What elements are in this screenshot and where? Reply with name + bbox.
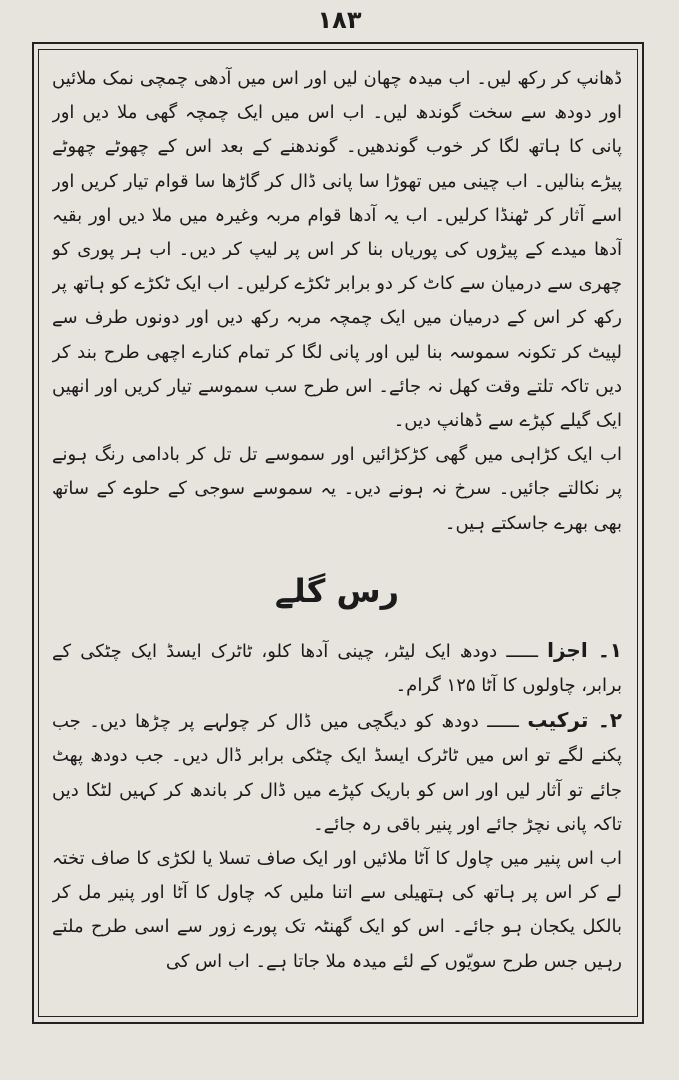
recipe-paragraph: ڈھانپ کر رکھ لیں۔ اب میدہ چھان لیں اور اس میں آدھی چمچی نمک ملائیں اور دودھ سے سخت گوندھ لیں۔ اب اس میں ایک چمچہ گھی ملا دیں اور پانی کا ہاتھ لگا کر خوب گوندھیں۔ گوندھنے کے بعد اس کے چھوٹے چھوٹے پیڑے بنالیں۔ اب چینی میں تھوڑا سا پانی ڈال کر گاڑھا سا قوام تیار کریں اور اسے آثار کر ٹھنڈا کرلیں۔ اب یہ آدھا قوام مربہ وغیرہ میں ملا دیں اور بقیہ آدھا میدے کے پیڑوں کی پوریاں بنا کر اس پر لیپ کر دیں۔ اب ہر پوری کو چھری سے درمیان سے کاٹ کر دو برابر ٹکڑے کرلیں۔ اب ایک ٹکڑے کو ہاتھ پر رکھ کر اس کے درمیان میں ایک چمچہ مربہ رکھ دیں اور دونوں طرف سے لپیٹ کر تکونہ سموسہ بنا لیں اور پانی لگا کر تمام کنارے اچھی طرح بند کر دیں تاکہ تلتے وقت کھل نہ جائے۔ اس طرح سب سموسے تیار کریں اور انھیں ایک گیلے کپڑے سے ڈھانپ دیں۔ [52,68,622,432]
page-number: ۱۸۳ [317,6,362,34]
recipe-paragraph: اب اس پنیر میں چاول کا آٹا ملائیں اور ایک صاف تسلا یا لکڑی کا صاف تختہ لے کر اس پر ہاتھ کی ہتھیلی سے اتنا ملیں کہ چاول کا آٹا اور پنیر مل کر بالکل یکجان ہو جائے۔ اس کو ایک گھنٹہ تک پورے زور سے اسی طرح ملتے رہیں جس طرح سویّوں کے لئے میدہ ملا جاتا ہے۔ اب اس کی [52,848,622,972]
ingredients-section: ۱۔ اجزا ــــــ دودھ ایک لیٹر، چینی آدھا کلو، ٹاٹرک ایسڈ ایک چٹکی کے برابر، چاولوں کا آٹا ۱۲۵ گرام۔ [52,637,622,697]
ingredients-text: دودھ ایک لیٹر، چینی آدھا کلو، ٹاٹرک ایسڈ ایک چٹکی کے برابر، چاولوں کا آٹا ۱۲۵ گرام۔ [52,640,622,697]
ingredients-label: ۱۔ اجزا [547,637,622,662]
recipe-heading: رس گلے [274,571,400,610]
method-text: دودھ کو دیگچی میں ڈال کر چولہے پر چڑھا دیں۔ جب پکنے لگے تو اس میں ٹاٹرک ایسڈ ایک چٹکی برابر ڈال دیں۔ جب دودھ پھٹ جائے تو آثار لیں اور اس کو باریک کپڑے میں ڈال کر باندھ کر کہیں لٹکا دیں تاکہ پانی نچڑ جائے اور پنیر باقی رہ جائے۔ [52,711,622,835]
page-content [52,62,622,1010]
method-label: ۲۔ ترکیب [527,708,622,733]
recipe-paragraph: اب ایک کڑاہی میں گھی کڑکڑائیں اور سموسے تل تل کر بادامی رنگ ہونے پر نکالتے جائیں۔ سرخ نہ ہونے دیں۔ یہ سموسے سوجی کے حلوے کے ساتھ بھی بھرے جاسکتے ہیں۔ [52,444,622,534]
method-section: ۲۔ ترکیب ــــــ دودھ کو دیگچی میں ڈال کر چولہے پر چڑھا دیں۔ جب پکنے لگے تو اس میں ٹاٹرک ایسڈ ایک چٹکی برابر ڈال دیں۔ جب دودھ پھٹ جائے تو آثار لیں اور اس کو باریک کپڑے میں ڈال کر باندھ کر کہیں لٹکا دیں تاکہ پانی نچڑ جائے اور پنیر باقی رہ جائے۔ [52,708,622,835]
